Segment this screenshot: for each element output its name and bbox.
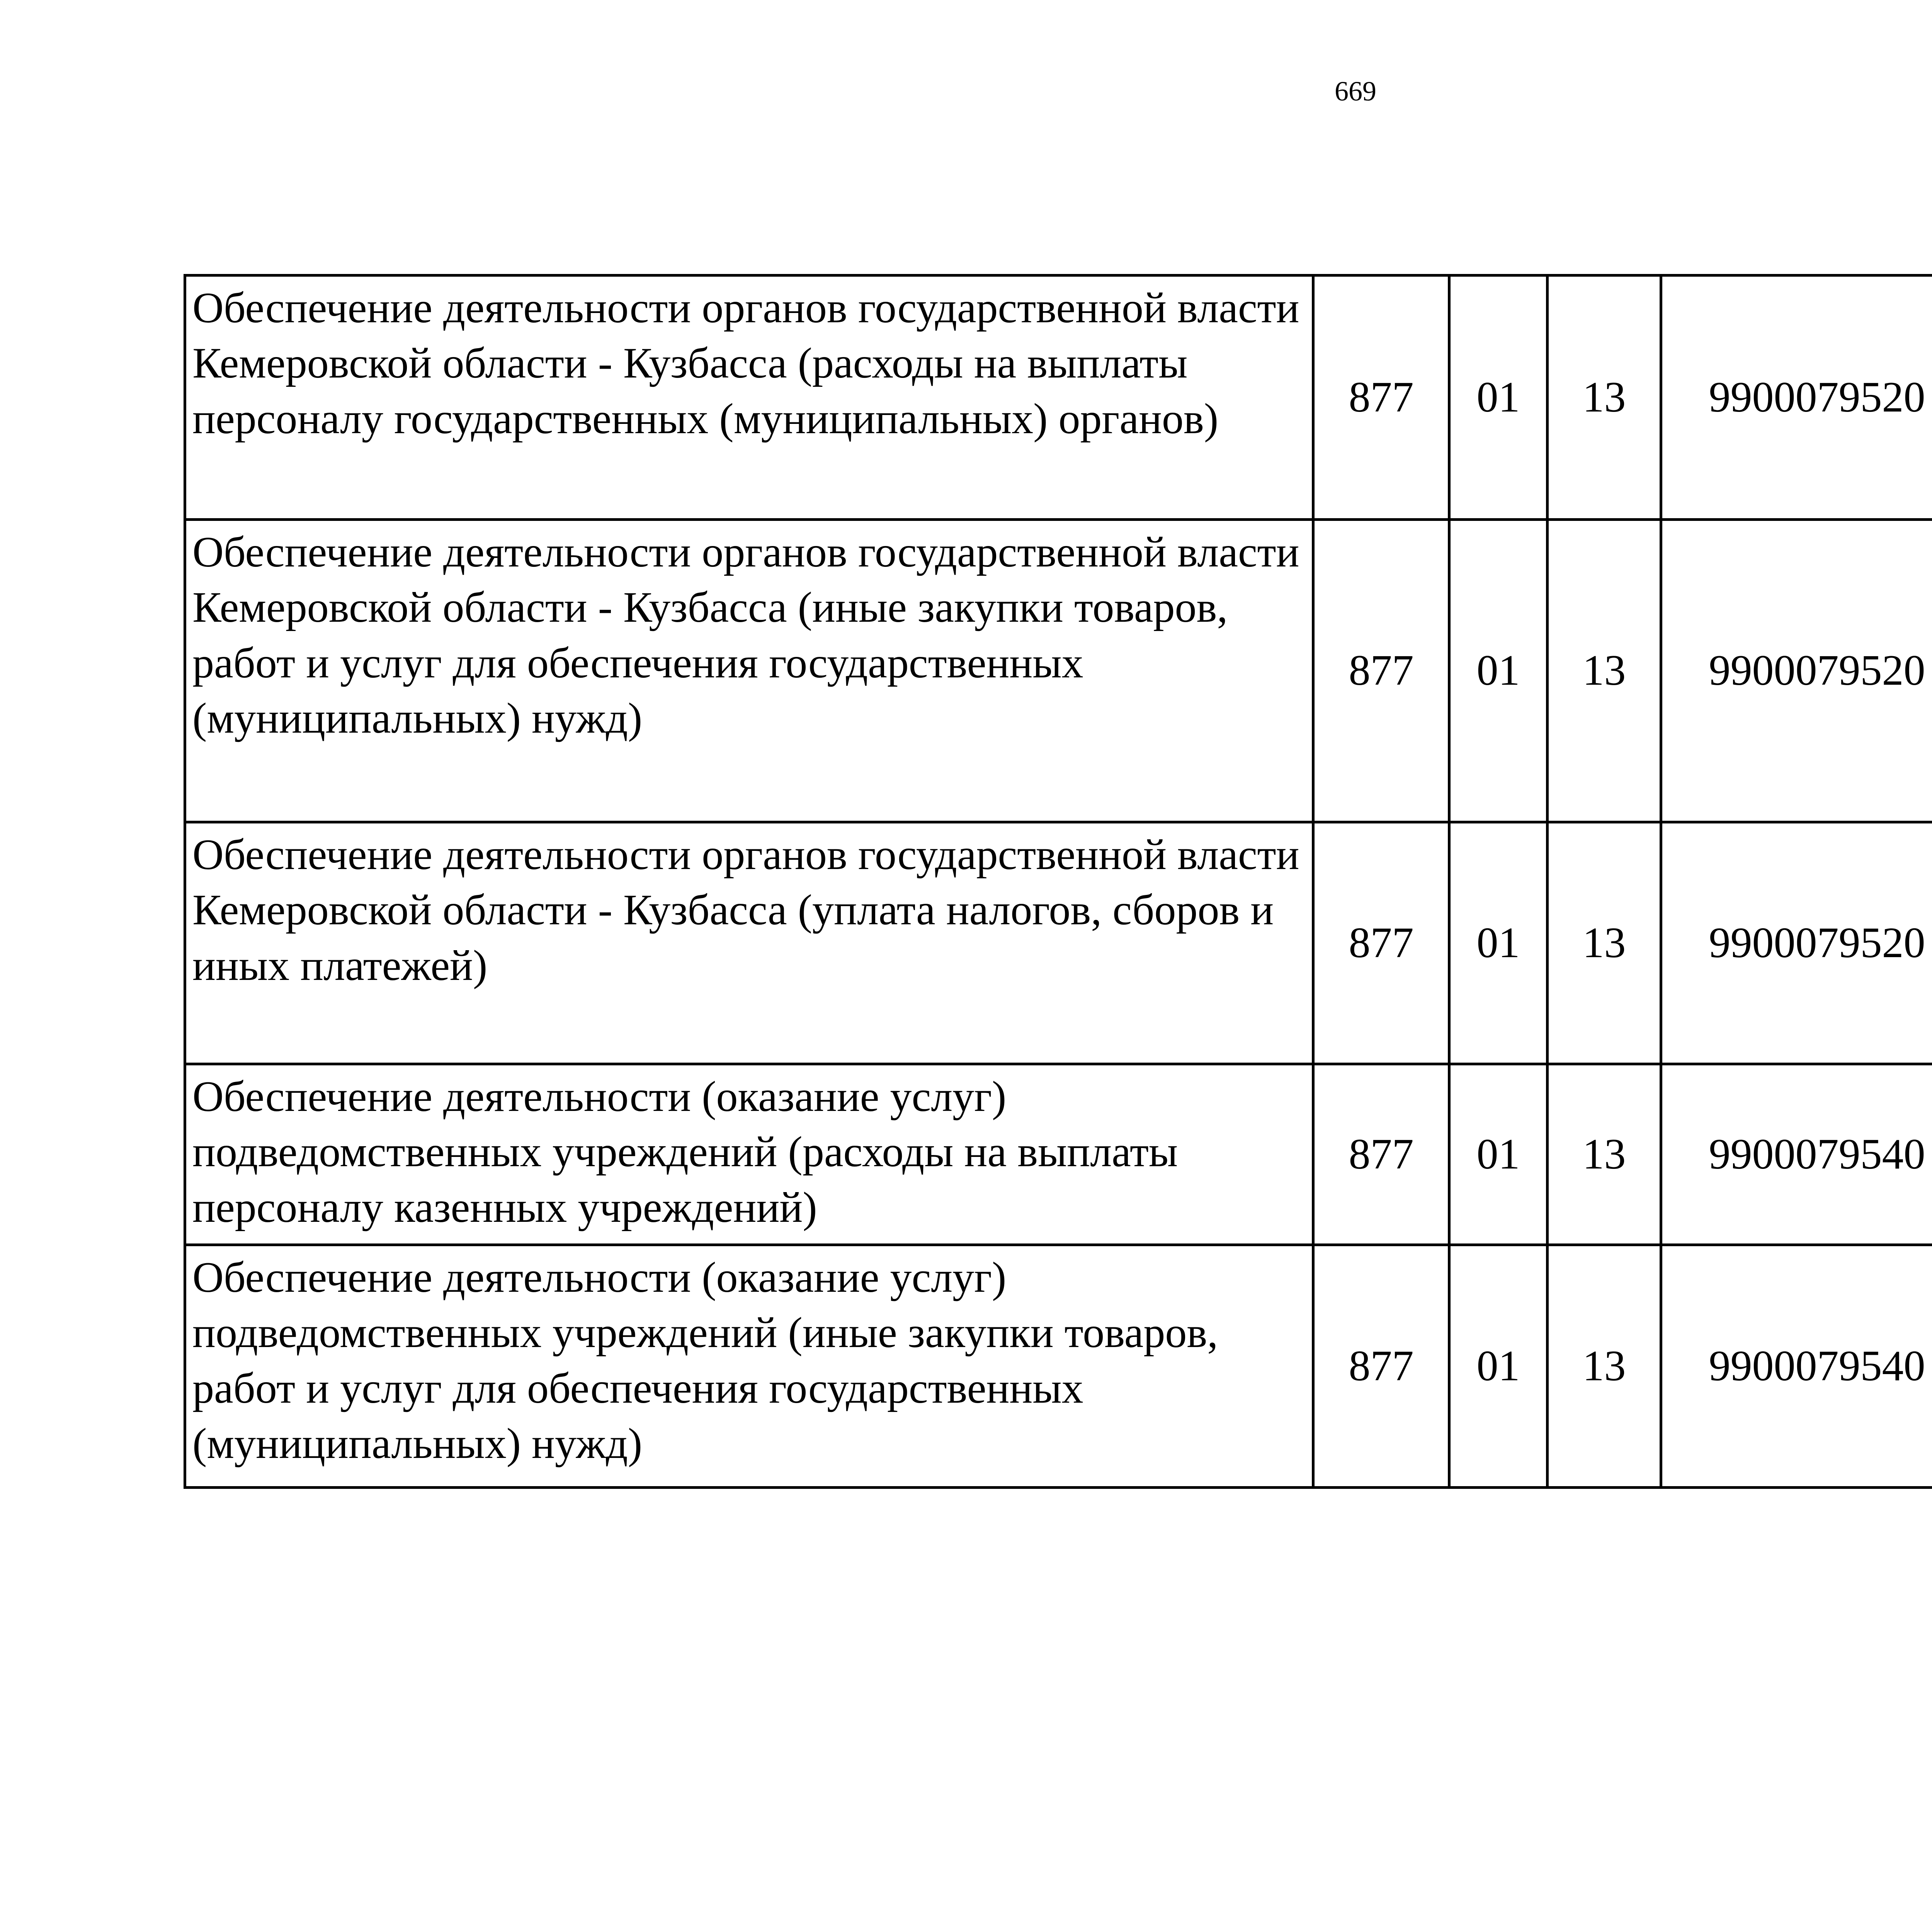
row-ved: 877 [1313,276,1449,520]
row-pr: 13 [1548,276,1661,520]
budget-table [184,274,1932,1489]
table-row [185,520,1932,822]
row-ved: 877 [1313,1064,1449,1245]
row-ved: 877 [1313,822,1449,1064]
table-row [185,1064,1932,1245]
table-row [185,1245,1932,1488]
row-csr: 9900079520 [1661,276,1932,520]
row-description: Обеспечение деятельности (оказание услуг) подведомственных учреждений (иные закупки товаров, работ и услуг для обеспечения государственных (муниципальных) нужд) [185,1245,1313,1488]
row-rz: 01 [1449,520,1548,822]
row-csr: 9900079540 [1661,1245,1932,1488]
row-rz: 01 [1449,276,1548,520]
row-pr: 13 [1548,822,1661,1064]
row-description: Обеспечение деятельности органов государственной власти Кемеровской области - Кузбасса (уплата налогов, сборов и иных платежей) [185,822,1313,1064]
row-rz: 01 [1449,1064,1548,1245]
table-row [185,822,1932,1064]
table-row [185,276,1932,520]
row-description: Обеспечение деятельности (оказание услуг) подведомственных учреждений (расходы на выплаты персоналу казенных учреждений) [185,1064,1313,1245]
row-csr: 9900079520 [1661,520,1932,822]
row-description: Обеспечение деятельности органов государственной власти Кемеровской области - Кузбасса (расходы на выплаты персоналу государственных (муниципальных) органов) [185,276,1313,520]
page-number: 669 [1335,76,1376,107]
row-pr: 13 [1548,1064,1661,1245]
row-csr: 9900079520 [1661,822,1932,1064]
row-pr: 13 [1548,1245,1661,1488]
row-rz: 01 [1449,822,1548,1064]
row-pr: 13 [1548,520,1661,822]
row-description: Обеспечение деятельности органов государственной власти Кемеровской области - Кузбасса (иные закупки товаров, работ и услуг для обеспечения государственных (муниципальных) нужд) [185,520,1313,822]
row-ved: 877 [1313,520,1449,822]
row-csr: 9900079540 [1661,1064,1932,1245]
row-ved: 877 [1313,1245,1449,1488]
row-rz: 01 [1449,1245,1548,1488]
